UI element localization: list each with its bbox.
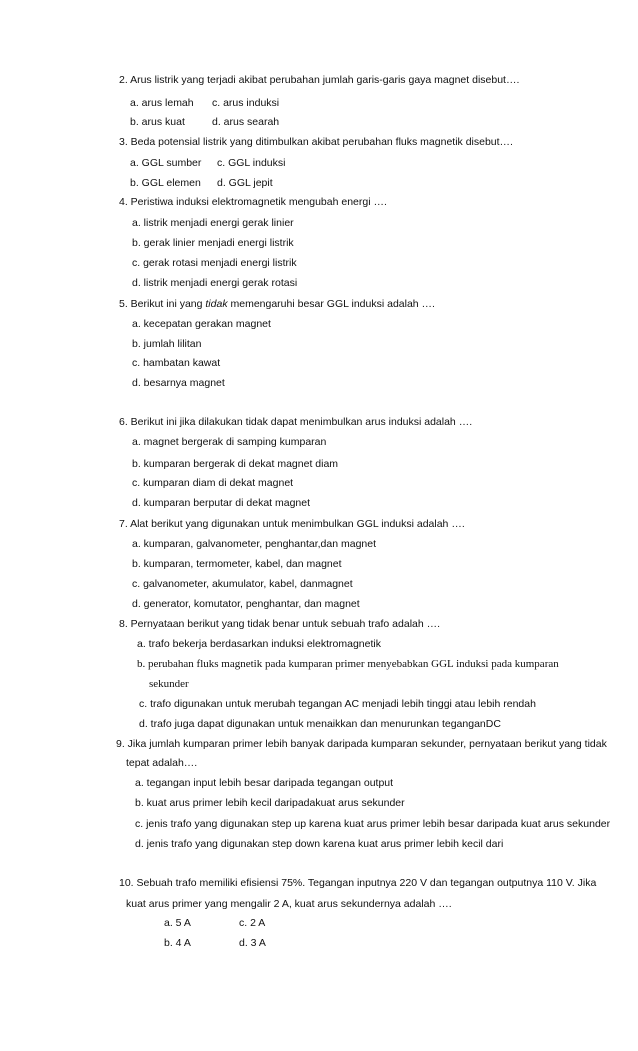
question-3-option-a: a. GGL sumber (130, 157, 202, 169)
question-5-stem (119, 297, 435, 311)
question-5-option-c: c. hambatan kawat (132, 357, 221, 369)
question-8-option-d: d. trafo juga dapat digunakan untuk menaikkan dan menurunkan teganganDC (139, 718, 501, 730)
question-5-option-d: d. besarnya magnet (132, 377, 225, 389)
question-8-option-b-line2: sekunder (149, 678, 189, 690)
question-2-option-b: b. arus kuat (130, 116, 185, 128)
question-5-stem-after: memengaruhi besar GGL induksi adalah …. (227, 298, 435, 310)
question-4-option-b: b. gerak linier menjadi energi listrik (132, 237, 294, 249)
question-7-option-b: b. kumparan, termometer, kabel, dan magnet (132, 558, 342, 570)
question-6-option-d: d. kumparan berputar di dekat magnet (132, 497, 311, 509)
question-9-stem-line1: 9. Jika jumlah kumparan primer lebih banyak daripada kumparan sekunder, pernyataan berikut yang tidak (116, 738, 607, 750)
question-9-option-d: d. jenis trafo yang digunakan step down karena kuat arus primer lebih kecil dari (135, 838, 504, 850)
question-5-stem-italic: tidak (205, 298, 228, 310)
question-8-option-a: a. trafo bekerja berdasarkan induksi elektromagnetik (137, 638, 381, 650)
question-2-stem: 2. Arus listrik yang terjadi akibat perubahan jumlah garis-garis gaya magnet disebut…. (119, 74, 520, 86)
question-10-option-c: c. 2 A (239, 917, 266, 929)
question-4-option-a: a. listrik menjadi energi gerak linier (132, 217, 294, 229)
question-10-option-d: d. 3 A (239, 937, 266, 949)
question-7-option-a: a. kumparan, galvanometer, penghantar,dan magnet (132, 538, 377, 550)
question-9-option-c: c. jenis trafo yang digunakan step up karena kuat arus primer lebih besar daripada kuat arus sekunder (135, 818, 611, 830)
question-5-option-b: b. jumlah lilitan (132, 338, 202, 350)
question-9-option-b: b. kuat arus primer lebih kecil daripadakuat arus sekunder (135, 797, 405, 809)
question-6-option-c: c. kumparan diam di dekat magnet (132, 477, 294, 489)
question-8-stem: 8. Pernyataan berikut yang tidak benar untuk sebuah trafo adalah …. (119, 618, 441, 630)
question-3-option-d: d. GGL jepit (217, 177, 273, 189)
question-8-option-c: c. trafo digunakan untuk merubah tegangan AC menjadi lebih tinggi atau lebih rendah (139, 698, 536, 710)
question-4-stem: 4. Peristiwa induksi elektromagnetik mengubah energi …. (119, 196, 387, 208)
question-8-option-b-line1: b. perubahan fluks magnetik pada kumparan primer menyebabkan GGL induksi pada kumparan (137, 658, 559, 670)
question-4-option-d: d. listrik menjadi energi gerak rotasi (132, 277, 298, 289)
question-9-option-a: a. tegangan input lebih besar daripada tegangan output (135, 777, 394, 789)
question-10-option-a: a. 5 A (164, 917, 191, 929)
question-3-stem: 3. Beda potensial listrik yang ditimbulkan akibat perubahan fluks magnetik disebut…. (119, 136, 513, 148)
question-2-option-c: c. arus induksi (212, 97, 280, 109)
question-10-option-b: b. 4 A (164, 937, 191, 949)
question-7-stem: 7. Alat berikut yang digunakan untuk menimbulkan GGL induksi adalah …. (119, 518, 465, 530)
question-2-option-a: a. arus lemah (130, 97, 194, 109)
question-3-option-c: c. GGL induksi (217, 157, 286, 169)
question-10-stem-line1: 10. Sebuah trafo memiliki efisiensi 75%. Tegangan inputnya 220 V dan tegangan outputnya 110 V. Jika (119, 877, 597, 889)
question-6-option-b: b. kumparan bergerak di dekat magnet diam (132, 458, 339, 470)
question-3-option-b: b. GGL elemen (130, 177, 201, 189)
question-4-option-c: c. gerak rotasi menjadi energi listrik (132, 257, 297, 269)
question-6-option-a: a. magnet bergerak di samping kumparan (132, 436, 327, 448)
question-6-stem: 6. Berikut ini jika dilakukan tidak dapat menimbulkan arus induksi adalah …. (119, 416, 473, 428)
question-7-option-d: d. generator, komutator, penghantar, dan magnet (132, 598, 360, 610)
question-9-stem-line2: tepat adalah…. (126, 757, 198, 769)
question-5-option-a: a. kecepatan gerakan magnet (132, 318, 271, 330)
question-7-option-c: c. galvanometer, akumulator, kabel, danmagnet (132, 578, 353, 590)
question-10-stem-line2: kuat arus primer yang mengalir 2 A, kuat arus sekundernya adalah …. (126, 898, 452, 910)
question-2-option-d: d. arus searah (212, 116, 280, 128)
question-5-stem-before: 5. Berikut ini yang (119, 298, 206, 310)
